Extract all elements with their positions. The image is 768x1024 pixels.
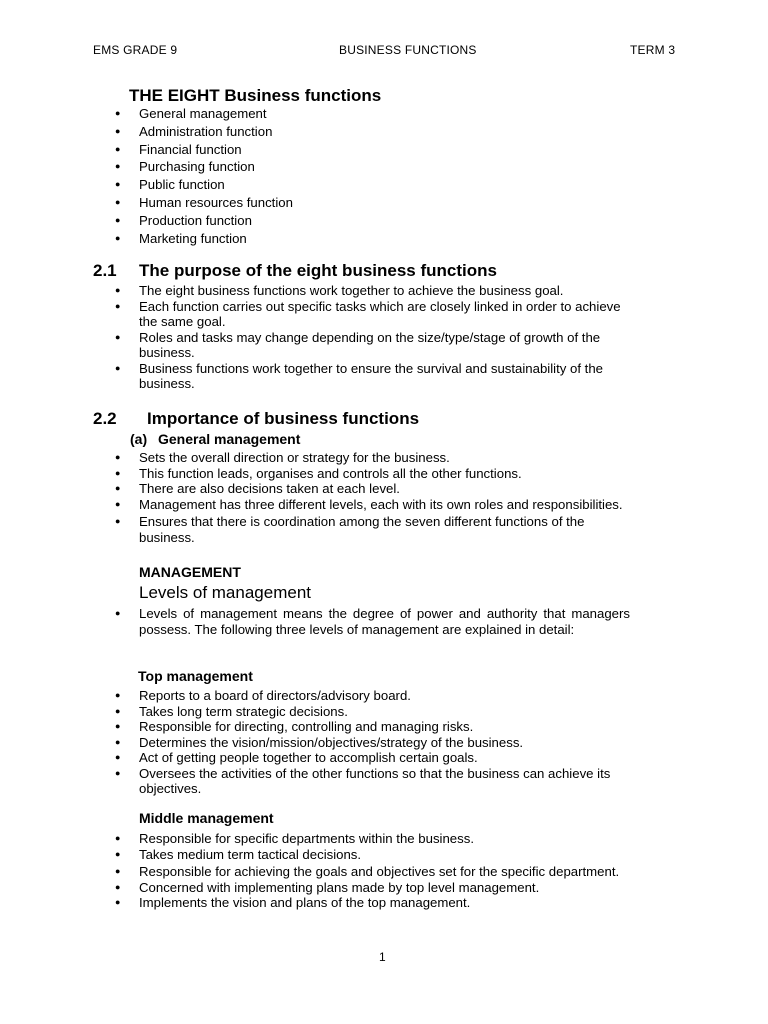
list-item: ● Determines the vision/mission/objectives/strategy of the business. <box>0 735 630 751</box>
list-item: ● Production function <box>0 213 630 229</box>
list-item: ● Business functions work together to ensure the survival and sustainability of the business. <box>0 361 630 392</box>
header-grade: EMS GRADE 9 <box>93 43 178 57</box>
list-item: ● Sets the overall direction or strategy for the business. <box>0 450 630 466</box>
list-item: ● Takes medium term tactical decisions. <box>0 847 630 863</box>
header-title: BUSINESS FUNCTIONS <box>339 43 477 57</box>
middle-management-heading: Middle management <box>139 810 274 826</box>
list-item: ● Human resources function <box>0 195 630 211</box>
list-item: ● Roles and tasks may change depending on the size/type/stage of growth of the business. <box>0 330 630 361</box>
list-item: ● The eight business functions work together to achieve the business goal. <box>0 283 630 299</box>
eight-functions-list <box>0 106 630 248</box>
list-item: ● Financial function <box>0 142 630 158</box>
eight-functions-heading: THE EIGHT Business functions <box>129 86 382 105</box>
list-item: ● Purchasing function <box>0 159 630 175</box>
list-item: ● Administration function <box>0 124 630 140</box>
list-item: ● Management has three different levels, each with its own roles and responsibilities. <box>0 497 679 513</box>
list-item: ● Levels of management means the degree of power and authority that managers possess. The following three levels of management are explained in detail: <box>0 606 630 637</box>
list-item: ● Responsible for achieving the goals and objectives set for the specific department. <box>0 864 630 880</box>
list-item: ● Reports to a board of directors/advisory board. <box>0 688 630 704</box>
section-2-1-list <box>0 283 630 392</box>
section-2-1-heading: The purpose of the eight business functions <box>139 261 497 280</box>
subsection-a-heading: General management <box>158 431 301 447</box>
list-item: ● Marketing function <box>0 231 630 247</box>
list-item: ● This function leads, organises and controls all the other functions. <box>0 466 630 482</box>
list-item: ● Responsible for specific departments within the business. <box>0 831 630 847</box>
list-item: ● General management <box>0 106 630 122</box>
top-management-heading: Top management <box>138 668 253 684</box>
general-management-list <box>0 450 679 545</box>
top-management-list <box>0 688 630 797</box>
list-item: ● Each function carries out specific tasks which are closely linked in order to achieve the same goal. <box>0 299 630 330</box>
list-item: ● Act of getting people together to accomplish certain goals. <box>0 750 630 766</box>
management-label: MANAGEMENT <box>139 564 241 580</box>
page-number: 1 <box>379 950 386 964</box>
subsection-a-label: (a) <box>130 431 148 447</box>
list-item: ● Takes long term strategic decisions. <box>0 704 630 720</box>
list-item: ● Concerned with implementing plans made by top level management. <box>0 880 630 896</box>
middle-management-list <box>0 831 630 911</box>
list-item: ● There are also decisions taken at each level. <box>0 481 630 497</box>
list-item: ● Public function <box>0 177 630 193</box>
levels-of-management-heading: Levels of management <box>139 583 311 602</box>
list-item: ● Oversees the activities of the other functions so that the business can achieve its objectives. <box>0 766 630 797</box>
section-2-2-number: 2.2 <box>93 409 117 428</box>
section-2-1-number: 2.1 <box>93 261 117 280</box>
list-item: ● Implements the vision and plans of the top management. <box>0 895 630 911</box>
levels-intro-list <box>0 606 630 637</box>
list-item: ● Responsible for directing, controlling and managing risks. <box>0 719 630 735</box>
header-term: TERM 3 <box>630 43 676 57</box>
section-2-2-heading: Importance of business functions <box>147 409 420 428</box>
list-item: ● Ensures that there is coordination among the seven different functions of the business. <box>0 514 630 545</box>
